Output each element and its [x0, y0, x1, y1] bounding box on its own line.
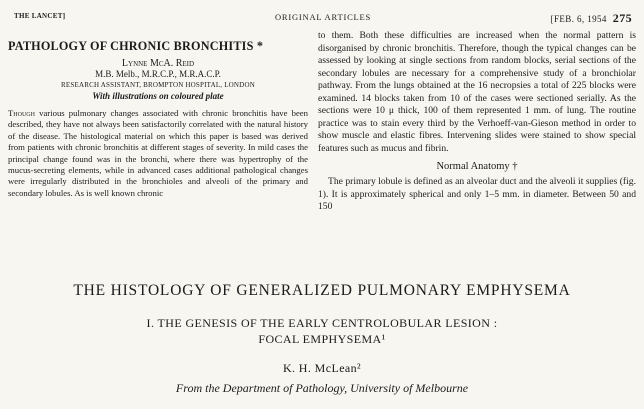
left-article-title: PATHOLOGY OF CHRONIC BRONCHITIS * — [8, 39, 264, 53]
right-text-column — [318, 30, 636, 266]
main-article-department: From the Department of Pathology, University of Melbourne — [175, 381, 469, 395]
left-article-degrees: M.B. Melb., M.R.C.P., M.R.A.C.P. — [95, 69, 221, 79]
normal-anatomy-heading: Normal Anatomy † — [436, 161, 518, 172]
page-number: 275 — [612, 11, 632, 25]
main-article-subtitle-line1: I. THE GENESIS OF THE EARLY CENTROLOBULAR LESION : — [146, 316, 498, 330]
left-article-byline — [8, 58, 308, 102]
main-article-title: THE HISTOLOGY OF GENERALIZED PULMONARY EMPHYSEMA — [73, 282, 571, 299]
abstract-text: various pulmonary changes associated with chronic bronchitis have been described, they have not always been satisfactorily correlated with the natural history of the disease. The histological material on which this paper is based was derived from patients with chronic bronchitis at different stages of severity. In mild cases the principal change found was in the bronchi, where there was hypertrophy of the mucus-secreting elements, while in advanced cases additional pathological changes were irregularly distributed in the bronchioles and alveoli of the primary and secondary lobules. As is well known chronic — [8, 108, 308, 198]
abstract-lead-word: Though — [8, 108, 35, 118]
main-article-subtitle-line2: FOCAL EMPHYSEMA¹ — [258, 332, 386, 346]
journal-name: THE LANCET] — [14, 12, 66, 20]
left-article-column — [8, 30, 308, 260]
section-name: ORIGINAL ARTICLES — [274, 12, 372, 22]
left-article-illustration-note: With illustrations on coloured plate — [92, 91, 224, 101]
main-article-author: K. H. McLean² — [282, 361, 362, 375]
date-text: [FEB. 6, 1954 — [550, 14, 607, 24]
left-article-institution: RESEARCH ASSISTANT, BROMPTON HOSPITAL, LONDON — [61, 81, 255, 89]
page-header — [14, 12, 632, 26]
left-article-author: Lynne McA. Reid — [121, 58, 195, 69]
left-article-abstract — [8, 108, 308, 199]
right-paragraph-2: The primary lobule is defined as an alveolar duct and the alveoli it supplies (fig. 1). It is approximately spherical and only 1–5 mm. in diameter. Between 50 and 150 — [318, 176, 636, 212]
issue-date — [551, 11, 632, 26]
right-paragraph-1: to them. Both these difficulties are increased when the normal pattern is disorganised by chronic bronchitis. Therefore, though the typical changes can be assessed by looking at single sections from random blocks, serial sections of the secondary lobules are necessary for a comprehensive study of a bronchiolar pathway. From the lungs obtained at the 16 necropsies a total of 225 blocks were examined. 14 blocks taken from 10 of the cases were sectioned serially. As the sections were 10 μ thick, 100 of them represented 1 mm. of lung. The routine practice was to stain every third by the Verhoeff-van-Gieson method in order to show muscle and elastic fibres. Intervening slides were stained to show special features such as mucus and fibrin. — [318, 30, 636, 154]
